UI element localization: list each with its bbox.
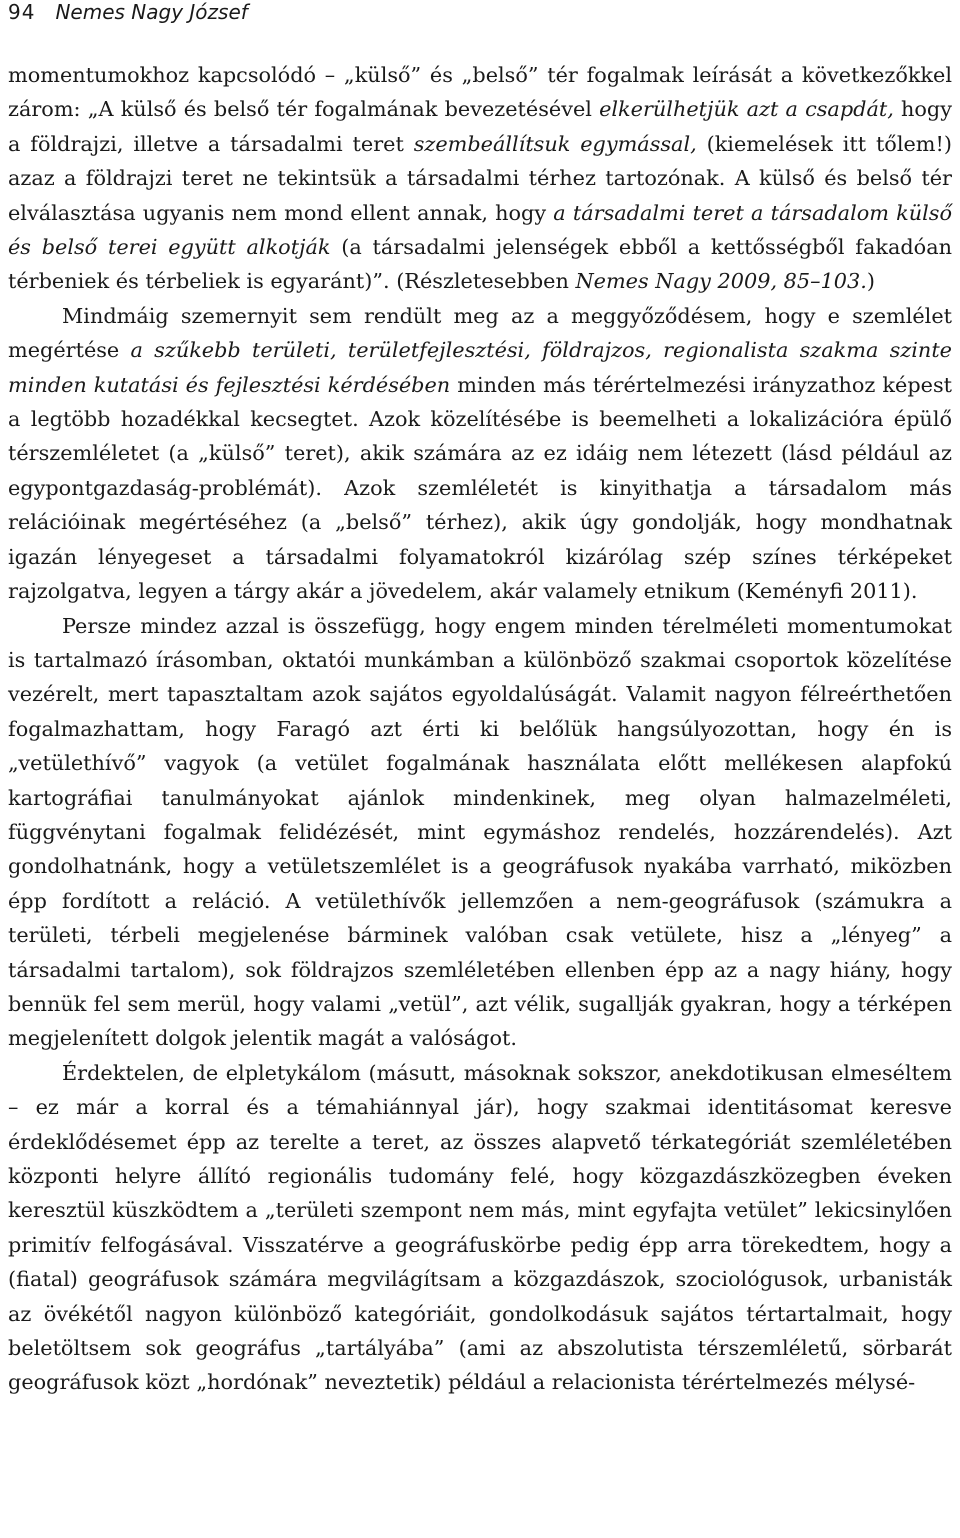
- book-page: [8, 0, 952, 1400]
- citation-italic: Nemes Nagy 2009, 85–103.: [575, 269, 867, 294]
- text-run: minden más térértelmezési irányzathoz képest a legtöbb hozadékkal kecsegtet. Azok közelítésébe is beemelheti a lokalizációra épülő térszemléletet (a „külső” teret), akik számára az ez idáig nem létezett (lásd például az egypontgazdaság-problémát). Azok szemléletét is kinyithatja a társadalom más relációinak megértéséhez (a „belső” térhez), akik úgy gondolják, hogy mondhatnak igazán lényegeset a társadalmi folyamatokról kizárólag szép színes térképeket rajzolgatva, legyen a tárgy akár a jövedelem, akár valamely etnikum (Keményfi 2011).: [8, 372, 952, 604]
- text-run: Persze mindez azzal is összefügg, hogy engem minden térelméleti momentumokat is tartalmazó írásomban, oktatói munkámban a különböző szakmai csoportok közelítése vezérelt, mert tapasztaltam azok sajátos egyoldalúságát. Valamit nagyon félreérthetően fogalmazhattam, hogy Faragó azt érti ki belőlük hangsúlyozottan, hogy én is „vetülethívő” vagyok (a vetület fogalmának használata előtt mellékesen alapfokú kartográfiai tanulmányokat ajánlok mindenkinek, meg olyan halmazelméleti, függvénytani fogalmak felidézését, mint egymáshoz rendelés, hozzárendelés). Azt gondolhatnánk, hogy a vetületszemlélet is a geográfusok nyakába varrható, miközben épp fordított a reláció. A vetülethívők jellemzően a nem-geográfusok (számukra a területi, térbeli megjelenése bárminek valóban csak vetülete, hisz a „lényeg” a társadalmi tartalom), sok földrajzos szemléletében ellenben épp az a nagy hiány, hogy bennük fel sem merül, hogy valami „vetül”, azt vélik, sugallják gyakran, hogy a térképen megjelenített dolgok jelentik magát a valóságot.: [8, 613, 952, 1051]
- paragraph-2: [8, 299, 952, 609]
- text-run: momentumokhoz kapcsolódó – „külső” és „belső” tér fogalmak leírását a következőkkel zárom: „A külső és belső tér fogalmának bevezetésével: [8, 63, 952, 122]
- text-run: Mindmáig szemernyit sem rendült meg az a meggyőződésem, hogy e szemlélet megértése: [8, 303, 952, 363]
- text-run: hogy a földrajzi, illetve a társadalmi teret: [8, 97, 952, 156]
- running-head-author: Nemes Nagy József: [55, 0, 248, 24]
- text-run: (a társadalmi jelenségek ebből a kettősségből fakadóan térbeniek és térbeliek is egyaránt)”. (Részletesebben: [8, 235, 952, 294]
- paragraph-4: [8, 1056, 952, 1400]
- italic-run: a társadalmi teret a társadalom külső és belső terei együtt alkotják: [8, 200, 953, 260]
- text-run: ): [866, 269, 875, 294]
- page-number: 94: [8, 0, 36, 24]
- text-run: (kiemelések itt tőlem!) azaz a földrajzi teret ne tekintsük a társadalmi térhez tartozónak. A külső és belső tér elválasztása ugyanis nem mond ellent annak, hogy: [8, 131, 952, 225]
- italic-run: a szűkebb területi, területfejlesztési, földrajzos, regionalista szakma szinte minden kutatási és fejlesztési kérdésében: [8, 338, 952, 397]
- italic-run: elkerülhetjük azt a csapdát,: [599, 97, 894, 122]
- running-head: [8, 0, 952, 28]
- italic-run: szembeállítsuk egymással,: [413, 131, 697, 156]
- paragraph-3: [8, 609, 952, 1056]
- paragraph-1: [8, 58, 952, 299]
- text-run: Érdektelen, de elpletykálom (másutt, másoknak sokszor, anekdotikusan elmeséltem – ez már a korral és a témahiánnyal jár), hogy szakmai identitásomat keresve érdeklődésemet épp az terelte a teret, az összes alapvető térkategóriát szemléletében központi helyre állító regionális tudomány felé, hogy közgazdászközegben éveken keresztül küszködtem a „területi szempont nem más, mint egyfajta vetület” lekicsinylően primitív felfogásával. Visszatérve a geográfuskörbe pedig épp arra törekedtem, hogy a (fiatal) geográfusok számára megvilágítsam a közgazdászok, szociológusok, urbanisták az övékétől nagyon különböző kategóriáit, gondolkodásuk sajátos tértartalmait, hogy beletöltsem sok geográfus „tartályába” (ami az abszolutista térszemléletű, sörbarát geográfusok közt „hordónak” neveztetik) például a relacionista térértelmezés mélysé-: [8, 1060, 952, 1395]
- body-text: [8, 58, 952, 1400]
